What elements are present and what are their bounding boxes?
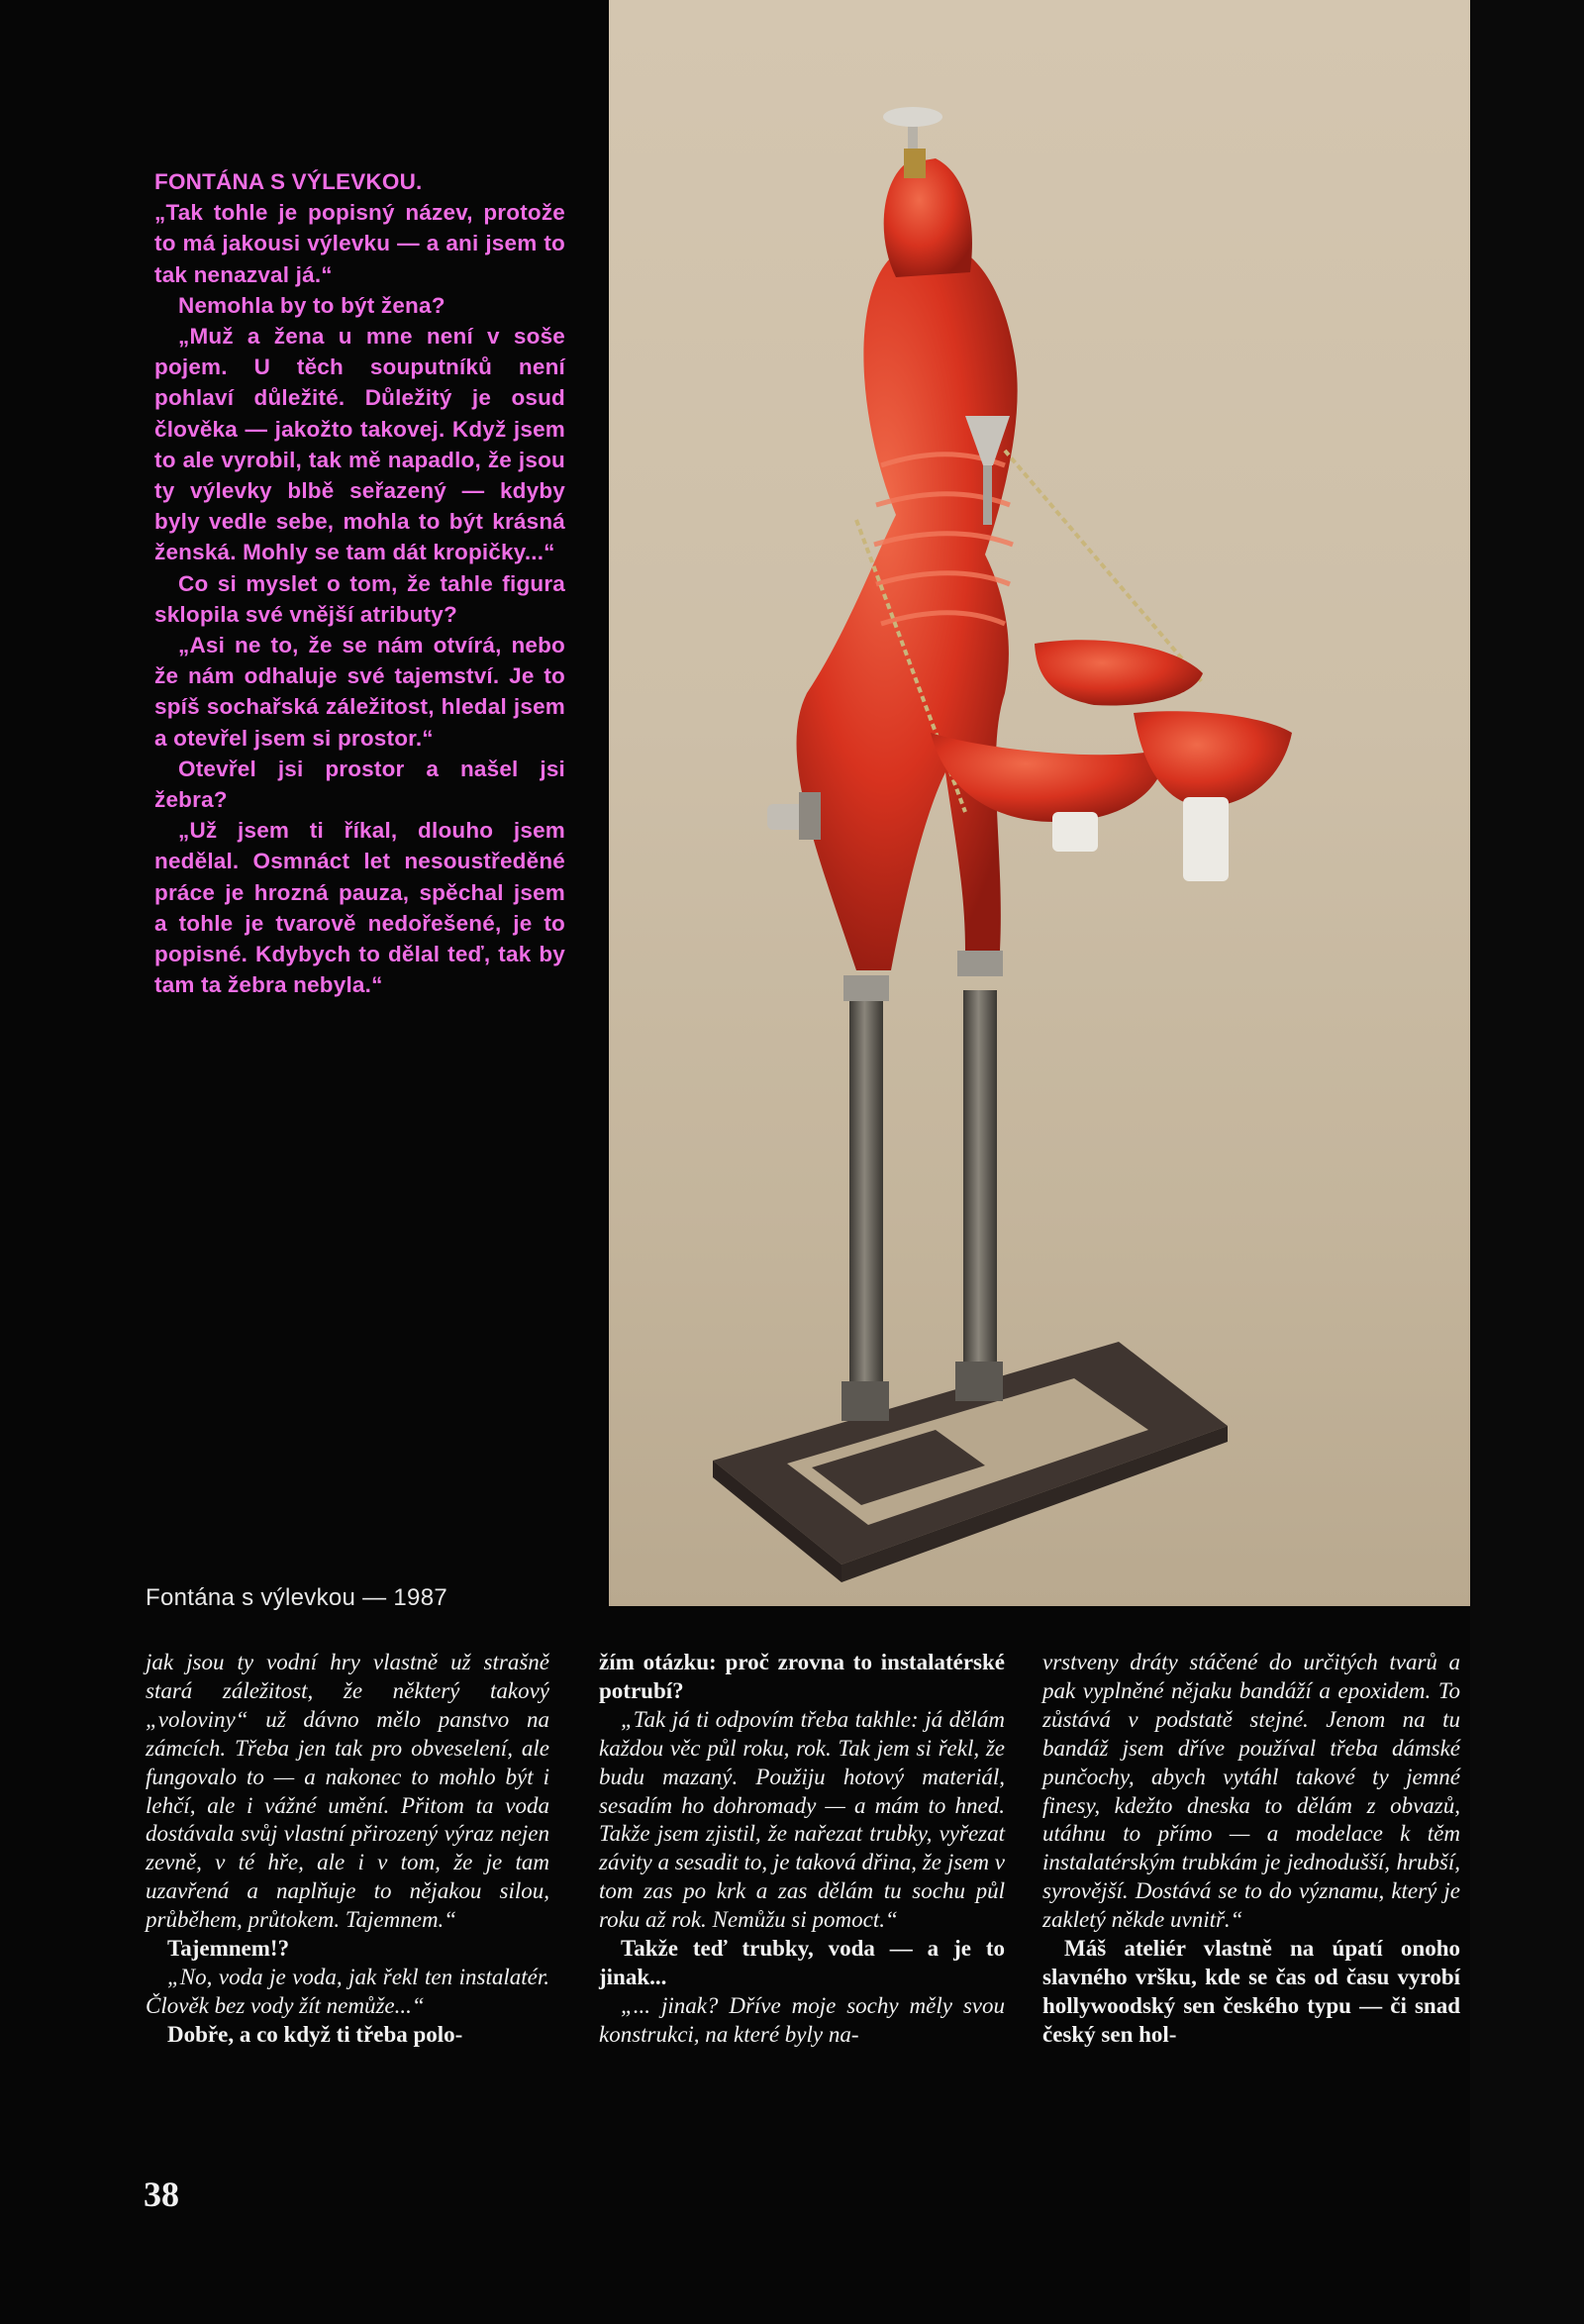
text-paragraph: „No, voda je voda, jak řekl ten instalatér. Člověk bez vody žít nemůže...“ [146,1964,549,2018]
text-question: Takže teď trubky, voda — a je to jinak... [599,1936,1005,1989]
sculpture-illustration [609,0,1470,1606]
text-question: Máš ateliér vlastně na úpatí onoho slavného vršku, kde se čas od času vyrobí hollywoodský sen českého typu — či snad český sen hol- [1042,1936,1460,2047]
interview-paragraph: „Tak tohle je popisný název, protože to má jakousi výlevku — a ani jsem to tak nenazval já.“ [154,200,565,287]
page-edge [1470,0,1584,2324]
text-paragraph: vrstveny dráty stáčené do určitých tvarů a pak vyplněné nějaku bandáží a epoxidem. To zůstává v podstatě stejné. Jenom na tu bandáž jsem dříve používal třeba dámské punčochy, abych vytáhl takové ty jemné finesy, kdežto dneska to dělám z obvazů, utáhnu to přímo — a modelace k těm instalatérským trubkám je jednodušší, hrubší, syrovější. Dostává se to do významu, který je zakletý někde uvnitř.“ [1042,1650,1460,1933]
text-column-1 [146,1649,549,2050]
text-question: Tajemnem!? [167,1936,290,1962]
photo-caption: Fontána s výlevkou — 1987 [146,1584,448,1611]
interview-heading: FONTÁNA S VÝLEVKOU. [154,169,423,194]
sculpture-photo [609,0,1470,1606]
text-paragraph: „... jinak? Dříve moje sochy měly svou konstrukci, na které byly na- [599,1992,1005,2047]
right-leg-pipe [963,990,997,1386]
text-question: žím otázku: proč zrovna to instalatérské potrubí? [599,1650,1005,1703]
interview-answer: „Už jsem ti říkal, dlouho jsem nedělal. Osmnáct let nesoustředěné práce je hrozná pauza, spěchal jsem a tohle je tvarově nedořešené, je to popisné. Kdybych to dělal teď, tak by tam ta žebra nebyla.“ [154,818,565,998]
interview-question: Co si myslet o tom, že tahle figura sklopila své vnější atributy? [154,570,565,627]
text-paragraph: jak jsou ty vodní hry vlastně už strašně stará záležitost, že některý takový „voloviny“ už dávno mělo panstvo na zámcích. Třeba jen tak pro obveselení, ale fungovalo to — a nakonec to mohlo být i lehčí, ale i vážné umění. Přitom ta voda dostávala svůj vlastní přirozený výraz nejen zevně, v té hře, ale i v tom, že je tam uzavřená a naplňuje to nějakou silou, průběhem, průtokem. Tajemnem.“ [146,1650,549,1933]
interview-question: Nemohla by to být žena? [178,292,446,318]
sculpture-body [797,253,1018,970]
text-column-2 [599,1649,1005,2050]
page-number: 38 [144,2174,179,2214]
text-question: Dobře, a co když ti třeba polo- [167,2021,463,2047]
interview-answer: „Asi ne to, že se nám otvírá, nebo že nám odhaluje své tajemství. Je to spíš sochařská záležitost, hledal jsem a otevřel jsem si prostor.“ [154,633,565,751]
sculpture-head [884,158,972,277]
interview-column [154,166,565,1000]
text-paragraph: „Tak já ti odpovím třeba takhle: já dělám každou věc půl roku, rok. Tak jem si řekl, že budu mazaný. Použiju hotový materiál, sesadím ho dohromady — a mám to hned. Takže jsem zjistil, že nařezat trubky, vyřezat závity a sesadit to, je taková dřina, že jsem v tom zas po krk a zas dělám tu sochu půl roku až rok. Nemůžu si pomoct.“ [599,1706,1005,1933]
basin-top [1035,640,1203,705]
text-column-3 [1042,1649,1460,2050]
interview-question: Otevřel jsi prostor a našel jsi žebra? [154,756,565,813]
basin-right [1134,711,1292,807]
left-leg-pipe [849,990,883,1406]
interview-answer: „Muž a žena u mne není v soše pojem. U těch souputníků není pohlaví důležité. Důležitý je osud člověka — jakožto takovej. Když jsem to ale vyrobil, tak mě napadlo, že jsou ty výlevky blbě seřazený — kdyby byly vedle sebe, mohla to být krásná ženská. Mohly se tam dát kropičky...“ [154,324,565,565]
